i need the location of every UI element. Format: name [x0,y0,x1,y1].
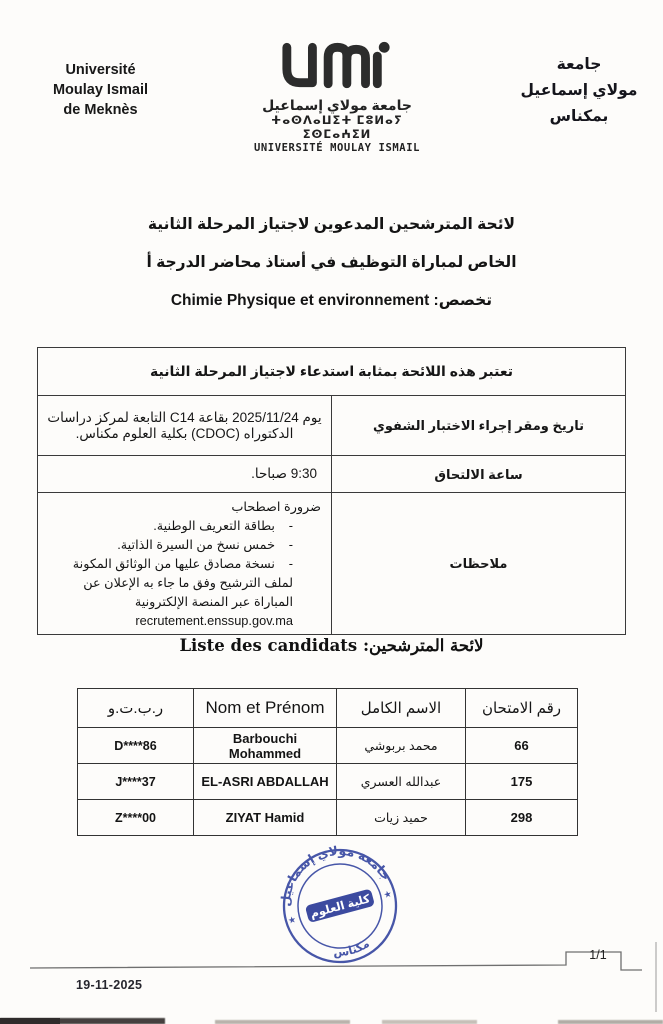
exam-number-cell: 66 [466,728,578,764]
university-name-fr-line1: Université [65,62,136,78]
title-line-3-speciality: تخصص: Chimie Physique et environnement [170,292,493,309]
table-row [38,456,626,493]
table-row [38,493,626,635]
candidates-table [77,688,578,836]
stamp-bottom-text: مكناس [333,937,372,959]
scan-artifact-strip [215,1020,350,1024]
university-name-fr-line2: Moulay Ismail [52,82,149,98]
arrival-time-label: ساعة الالتحاق [332,456,626,493]
exam-number-cell: 175 [466,764,578,800]
notes-label: ملاحظات [332,493,626,635]
note-item [48,554,321,630]
university-name-ar-line3: بمكناس [549,108,609,125]
cnie-cell: D****86 [78,728,194,764]
star-icon: ★ [286,914,298,926]
candidates-list-heading: لائحة المترشحين: Liste des candidats [179,636,484,655]
university-name-ar-line1: جامعة [556,56,602,73]
dash-bullet: - [288,556,293,571]
table-row [38,396,626,456]
note-item [48,516,321,535]
stamp-center-text: كلية العلوم [309,893,372,921]
document-title [0,206,663,320]
arrival-time-value: 9:30 صباحا. [38,456,332,493]
notes-intro: ضرورة اصطحاب [231,499,321,514]
table-row [78,764,578,800]
dash-bullet: - [288,518,293,533]
umi-logo-mark [278,40,396,92]
title-line-1: لائحة المترشحين المدعوين لاجتياز المرحلة الثانية [147,216,516,233]
name-ar-cell: عبدالله العسري [337,764,466,800]
table-header-row [78,689,578,728]
cnie-cell: J****37 [78,764,194,800]
convocation-table [37,347,626,635]
notes-value [38,493,332,635]
logo-arabic-name: جامعة مولاي إسماعيل [262,97,412,113]
university-name-fr [38,60,163,120]
university-logo [252,40,422,155]
university-name-ar [505,52,653,130]
banner-cell: تعتبر هذه اللائحة بمثابة استدعاء لاجتياز المرحلة الثانية [38,348,626,396]
scan-artifact-strip [558,1020,663,1024]
column-header-exam-number: رقم الامتحان [466,689,578,728]
name-ar-cell: حميد زيات [337,800,466,836]
university-name-fr-line3: de Meknès [63,102,138,118]
star-icon: ★ [382,888,393,901]
name-ar-cell: محمد بربوشي [337,728,466,764]
university-name-ar-line2: مولاي إسماعيل [520,82,638,99]
dash-bullet: - [288,537,293,552]
table-row [78,728,578,764]
name-fr-cell: ZIYAT Hamid [194,800,337,836]
table-row [78,800,578,836]
note-item [48,535,321,554]
cnie-cell: Z****00 [78,800,194,836]
table-row [38,348,626,396]
note-item-text: بطاقة التعريف الوطنية. [153,518,275,533]
logo-tifinagh-name: ⵜⴰⵙⴷⴰⵡⵉⵜ ⵎⵓⵍⴰⵢ ⵉⵙⵎⴰⵄⵉⵍ [271,115,403,141]
scan-artifact-strip [382,1020,477,1024]
column-header-name-fr: Nom et Prénom [194,689,337,728]
logo-latin-name: UNIVERSITÉ MOULAY ISMAIL [253,142,421,154]
exam-number-cell: 298 [466,800,578,836]
print-date: 19-11-2025 [76,978,143,992]
note-item-text: نسخة مصادق عليها من الوثائق المكونة لملف الترشيح وفق ما جاء به الإعلان عن المباراة عبر المنصة الإلكترونية recrutement.enssup.gov.ma [72,556,293,628]
title-line-2: الخاص لمباراة التوظيف في أستاذ محاضر الدرجة أ [146,254,517,271]
exam-date-value: يوم 2025/11/24 بقاعة C14 التابعة لمركز دراسات الدكتوراه (CDOC) بكلية العلوم مكناس. [38,396,332,456]
name-fr-cell: Barbouchi Mohammed [194,728,337,764]
stamp-top-text: جامعة مولاي إسماعيل [278,843,394,908]
name-fr-cell: EL-ASRI ABDALLAH [194,764,337,800]
note-item-text: خمس نسخ من السيرة الذاتية. [117,537,275,552]
column-header-cnie: ر.ب.ت.و [78,689,194,728]
column-header-name-ar: الاسم الكامل [337,689,466,728]
scan-artifact-strip [0,1018,60,1024]
logo-i-dot [379,42,390,53]
page-number: 1/1 [589,948,607,962]
exam-date-label: تاريخ ومقر إجراء الاختبار الشفوي [332,396,626,456]
